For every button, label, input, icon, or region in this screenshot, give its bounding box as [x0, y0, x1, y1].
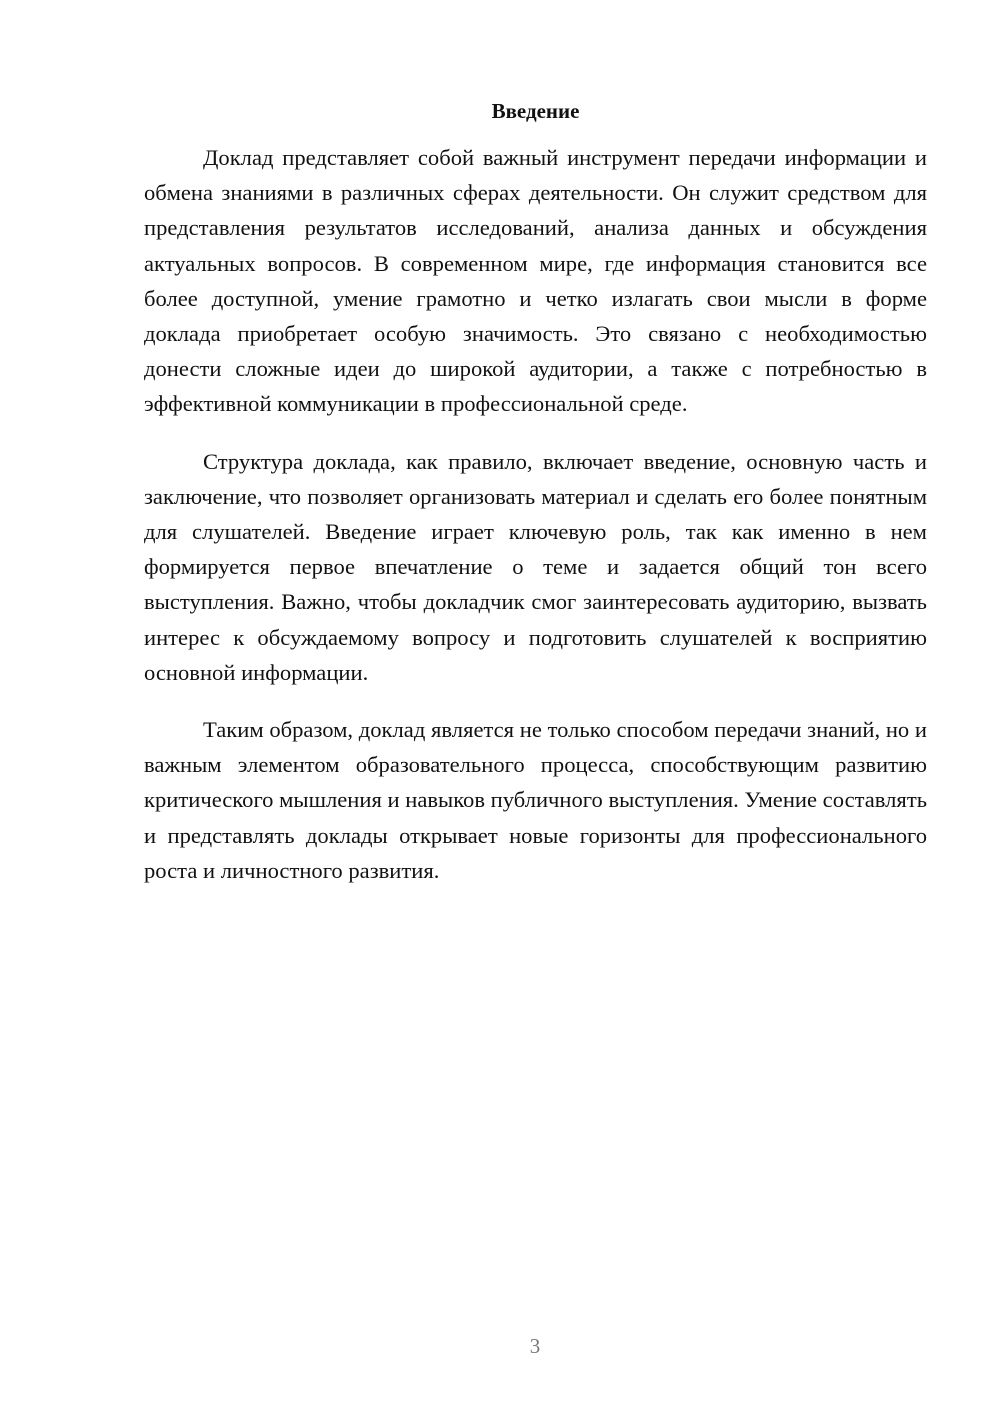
paragraph-2: Структура доклада, как правило, включает введение, основную часть и заключение, что позволяет организовать материал и сделать его более понятным для слушателей. Введение играет ключевую роль, так как именно в нем формируется первое впечатление о теме и задается общий тон всего выступления. Важно, чтобы докладчик смог заинтересовать аудиторию, вызвать интерес к обсуждаемому вопросу и подготовить слушателей к восприятию основной информации. [144, 448, 927, 685]
section-heading: Введение [491, 99, 580, 123]
paragraph-3: Таким образом, доклад является не только способом передачи знаний, но и важным элементом образовательного процесса, способствующим развитию критического мышления и навыков публичного выступления. Умение составлять и представлять доклады открывает новые горизонты для профессионального роста и личностного развития. [144, 717, 927, 883]
page-number: 3 [529, 1334, 541, 1358]
page-content [144, 94, 927, 910]
paragraph-1: Доклад представляет собой важный инструмент передачи информации и обмена знаниями в различных сферах деятельности. Он служит средством для представления результатов исследований, анализа данных и обсуждения актуальных вопросов. В современном мире, где информация становится все более доступной, умение грамотно и четко излагать свои мысли в форме доклада приобретает особую значимость. Это связано с необходимостью донести сложные идеи до широкой аудитории, а также с потребностью в эффективной коммуникации в профессиональной среде. [144, 145, 927, 417]
